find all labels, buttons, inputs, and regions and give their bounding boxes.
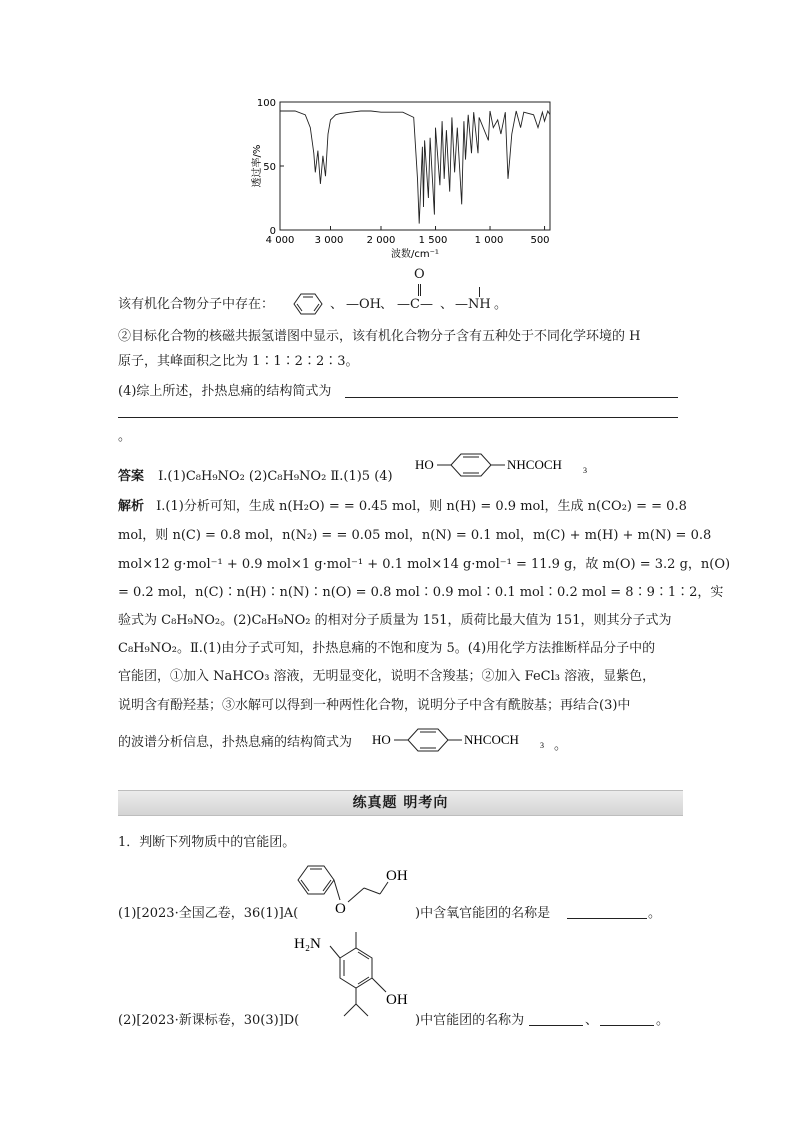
ir-spectrum-chart — [240, 92, 570, 264]
x-axis-label: 波数/cm⁻¹ — [391, 249, 439, 260]
compound-a-structure — [288, 858, 418, 920]
q1-line — [118, 905, 298, 923]
answer-text: Ⅰ.(1)C₈H₉NO₂ (2)C₈H₉NO₂ Ⅱ.(1)5 (4) — [158, 469, 393, 484]
q2-line — [118, 1012, 299, 1030]
analysis-line-5: 验式为 C₈H₉NO₂。(2)C₈H₉NO₂ 的相对分子质量为 151，质荷比最大值为 151，则其分子式为 — [118, 613, 672, 628]
struct-ho: HO — [415, 457, 434, 472]
y-tick-50: 50 — [263, 162, 276, 173]
y-axis-label: 透过率/% — [252, 144, 263, 188]
x-tick-3000: 3 000 — [314, 235, 344, 246]
compound-d-h2n: H₂N — [294, 936, 321, 952]
carbonyl-o: O — [414, 267, 425, 282]
paracetamol-structure-1 — [413, 449, 593, 481]
q4-prompt: (4)综上所述，扑热息痛的结构简式为 — [118, 384, 332, 399]
x-tick-500: 500 — [530, 235, 550, 246]
compound-d-oh: OH — [386, 992, 408, 1008]
analysis-line-2: mol，则 n(C) = 0.8 mol，n(N₂) = = 0.05 mol，n(N) = 0.1 mol，m(C) + m(H) + m(N) = 0.8 — [118, 528, 712, 543]
x-tick-1500: 1 500 — [418, 235, 448, 246]
q1-end: 。 — [648, 906, 662, 921]
answer-line — [118, 468, 393, 486]
struct-ho-2: HO — [372, 732, 391, 747]
q1-suffix: )中含氧官能团的名称是 — [415, 906, 551, 921]
analysis-line-1 — [118, 498, 687, 516]
x-tick-1000: 1 000 — [474, 235, 504, 246]
compound-a-o: O — [335, 901, 346, 917]
functional-groups-line — [118, 296, 274, 314]
q2-suffix: )中官能团的名称为 — [415, 1013, 525, 1028]
analysis-label: 解析 — [118, 499, 145, 514]
q1-blank[interactable] — [567, 918, 647, 919]
q2-blank-2[interactable] — [600, 1025, 654, 1026]
fg-nh: —NH — [455, 297, 491, 312]
fg-carbonyl: —C— — [397, 297, 433, 312]
fg-end: 。 — [494, 297, 508, 312]
fg-oh: —OH — [346, 297, 381, 312]
answer-blank-1[interactable] — [345, 397, 678, 398]
fg-sep-3: 、 — [440, 297, 454, 312]
analysis-end: 。 — [554, 738, 568, 753]
q4-end: 。 — [118, 429, 132, 444]
nmr-line-2: 原子，其峰面积之比为 1∶1∶2∶2∶3。 — [118, 354, 359, 369]
answer-blank-2[interactable] — [118, 417, 678, 418]
analysis-line-8: 说明含有酚羟基；③水解可以得到一种两性化合物，说明分子中含有酰胺基；再结合(3)中 — [118, 698, 631, 713]
y-tick-100: 100 — [256, 98, 276, 109]
fg-sep-2: 、 — [380, 297, 394, 312]
analysis-line-9: 的波谱分析信息，扑热息痛的结构简式为 — [118, 735, 353, 750]
analysis-line-3: mol×12 g·mol⁻¹ + 0.9 mol×1 g·mol⁻¹ + 0.1 mol×14 g·mol⁻¹ = 11.9 g，故 m(O) = 3.2 g，n(O) — [118, 557, 731, 572]
q1-title: 1．判断下列物质中的官能团。 — [118, 835, 296, 850]
analysis-line-7: 官能团，①加入 NaHCO₃ 溶液，无明显变化，说明不含羧基；②加入 FeCl₃ 溶液，显紫色， — [118, 669, 656, 684]
q2-blank-1[interactable] — [529, 1025, 583, 1026]
q2-prefix: (2)[2023·新课标卷，30(3)]D( — [118, 1013, 300, 1028]
x-tick-4000: 4 000 — [265, 235, 295, 246]
analysis-line-4: = 0.2 mol，n(C)∶n(H)∶n(N)∶n(O) = 0.8 mol∶0.9 mol∶0.1 mol∶0.2 mol = 8∶9∶1∶2，实 — [118, 585, 724, 600]
spectrum-line — [280, 111, 550, 224]
struct-sub3: 3 — [583, 466, 587, 475]
compound-a-oh: OH — [386, 868, 408, 884]
answer-label: 答案 — [118, 469, 145, 484]
analysis-line-6: C₈H₉NO₂。Ⅱ.(1)由分子式可知，扑热息痛的不饱和度为 5。(4)用化学方法推断样品分子中的 — [118, 641, 656, 656]
carbonyl-double-bond — [418, 284, 421, 296]
x-tick-2000: 2 000 — [366, 235, 396, 246]
struct-nhcoch3-2: NHCOCH — [464, 732, 519, 747]
q1-prefix: (1)[2023·全国乙卷，36(1)]A( — [118, 906, 299, 921]
nmr-line-1: ②目标化合物的核磁共振氢谱图中显示，该有机化合物分子含有五种处于不同化学环境的 H — [118, 329, 641, 344]
compound-d-structure — [290, 928, 420, 1026]
section-banner: 练真题 明考向 — [118, 790, 683, 816]
q2-end: 。 — [656, 1013, 670, 1028]
fg-prefix: 该有机化合物分子中存在： — [118, 297, 275, 312]
y-tick-0: 0 — [269, 226, 276, 237]
struct-nhcoch3: NHCOCH — [507, 457, 562, 472]
analysis-text-1: Ⅰ.(1)分析可知，生成 n(H₂O) = = 0.45 mol，则 n(H) = 0.9 mol，生成 n(CO₂) = = 0.8 — [156, 499, 687, 514]
struct-sub3-2: 3 — [540, 741, 544, 750]
fg-sep-1: 、 — [330, 297, 344, 312]
q2-sep: 、 — [585, 1013, 599, 1028]
paracetamol-structure-2 — [370, 724, 550, 756]
benzene-ring-icon — [286, 290, 330, 318]
